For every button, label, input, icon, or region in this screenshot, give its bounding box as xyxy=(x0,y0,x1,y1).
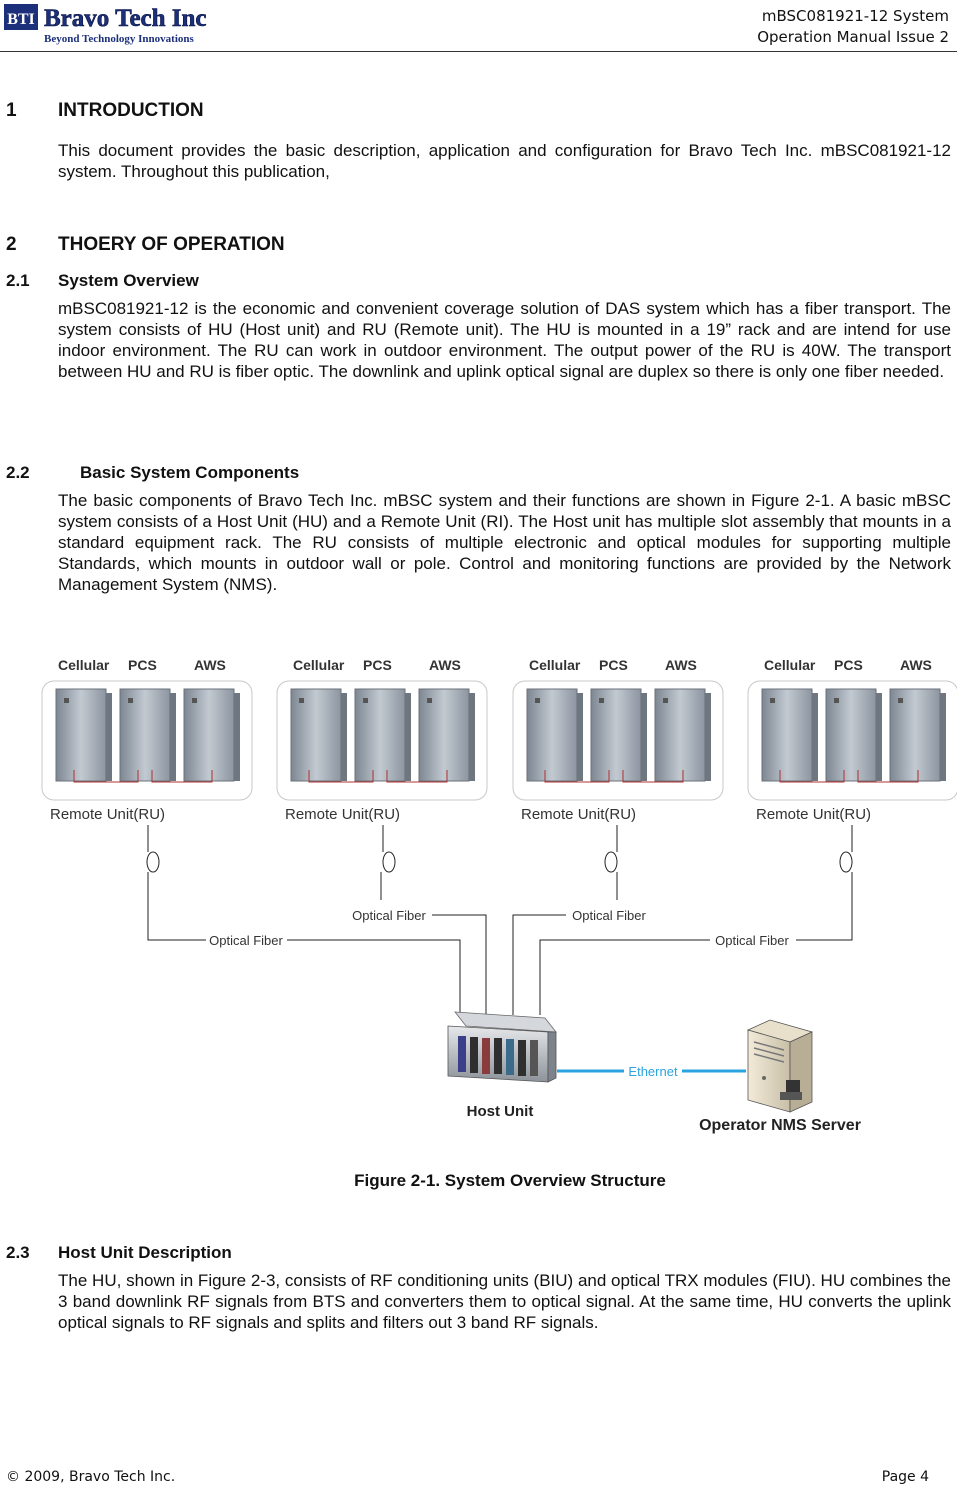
doc-title: mBSC081921-12 System xyxy=(761,7,949,25)
band-label: AWS xyxy=(194,657,226,673)
ru-cabinet-side xyxy=(812,693,818,781)
bravo-tech-logo xyxy=(2,2,242,46)
ru-cabinet-led xyxy=(363,698,368,703)
band-label: Cellular xyxy=(293,657,345,673)
footer-page-number: Page 4 xyxy=(881,1469,929,1485)
remote-unit-label: Remote Unit(RU) xyxy=(50,806,166,823)
section-2-3-body: The HU, shown in Figure 2-3, consists of RF conditioning units (BIU) and optical TRX modules (FIU). HU combines the 3 band downlink RF signals from BTS and converters them to optical signal. At the same time, HU converts the uplink optical signals to RF signals and splits and filters out 3 band RF signals. xyxy=(58,1271,951,1332)
section-2-2-title: Basic System Components xyxy=(80,463,300,482)
remote-unit-group-3 xyxy=(513,657,723,823)
remote-unit-label: Remote Unit(RU) xyxy=(285,806,401,823)
ru-cabinet-led xyxy=(427,698,432,703)
nms-server-label: Operator NMS Server xyxy=(699,1117,861,1134)
ru-cabinet-side xyxy=(106,693,112,781)
system-overview-diagram xyxy=(0,640,957,1150)
ru-cabinet-side xyxy=(170,693,176,781)
band-label: AWS xyxy=(665,657,697,673)
fiber-line-ru4-b xyxy=(540,940,710,1015)
section-2-2-number: 2.2 xyxy=(6,463,30,482)
ru-cabinet-led xyxy=(834,698,839,703)
section-2-2-body: The basic components of Bravo Tech Inc. mBSC system and their functions are shown in Figure 2-1. A basic mBSC system consists of a Host Unit (HU) and a Remote Unit (RI). The Host unit has multiple slot assembly that mounts in a standard equipment rack. The RU consists of multiple electronic and optical modules for supporting multiple Standards, which mounts in outdoor wall or pole. Control and monitoring functions are provided by the Network Management System (NMS). xyxy=(58,491,951,594)
band-label: Cellular xyxy=(529,657,581,673)
nms-server-icon xyxy=(748,1020,812,1112)
fiber-line-ru2-b xyxy=(432,915,486,1015)
fiber-line-ru1-b xyxy=(287,940,460,1015)
band-label: AWS xyxy=(900,657,932,673)
section-1-title: INTRODUCTION xyxy=(58,100,204,121)
fiber-connector-ru4 xyxy=(840,852,852,872)
host-unit-icon xyxy=(448,1012,556,1082)
fiber-label-ru2: Optical Fiber xyxy=(352,908,426,923)
section-2-3-number: 2.3 xyxy=(6,1243,30,1262)
band-label: PCS xyxy=(128,657,157,673)
ru-cabinet-side xyxy=(876,693,882,781)
ru-cabinet-side xyxy=(469,693,475,781)
document-header-title xyxy=(757,6,949,48)
ru-cabinet-icon xyxy=(890,689,940,781)
ru-cabinet-led xyxy=(192,698,197,703)
ru-cabinet-led xyxy=(299,698,304,703)
logo-bti-letters: BTI xyxy=(7,11,35,28)
figure-caption: Figure 2-1. System Overview Structure xyxy=(354,1171,666,1190)
section-1-number: 1 xyxy=(6,100,17,121)
ru-cabinet-icon xyxy=(826,689,876,781)
fiber-connector-ru1 xyxy=(147,852,159,872)
remote-unit-label: Remote Unit(RU) xyxy=(521,806,637,823)
ru-cabinet-side xyxy=(641,693,647,781)
ru-cabinet-icon xyxy=(419,689,469,781)
host-unit-label: Host Unit xyxy=(466,1103,534,1120)
section-2-1-title: System Overview xyxy=(58,271,199,290)
ru-cabinet-icon xyxy=(120,689,170,781)
ru-cabinet-icon xyxy=(527,689,577,781)
ru-cabinet-icon xyxy=(762,689,812,781)
fiber-label-ru1: Optical Fiber xyxy=(209,933,283,948)
header-divider xyxy=(0,51,957,52)
ru-cabinet-side xyxy=(577,693,583,781)
ru-cabinet-led xyxy=(535,698,540,703)
ru-cabinet-led xyxy=(599,698,604,703)
ru-cabinet-led xyxy=(898,698,903,703)
band-label: Cellular xyxy=(764,657,816,673)
fiber-line-ru4-a xyxy=(796,872,852,940)
band-label: AWS xyxy=(429,657,461,673)
section-2-number: 2 xyxy=(6,234,17,255)
remote-unit-group-4 xyxy=(748,657,957,823)
section-1-body: This document provides the basic description, application and configuration for Bravo Tech Inc. mBSC081921-12 system. Throughout this publication, xyxy=(58,141,951,181)
ethernet-label: Ethernet xyxy=(628,1064,678,1079)
ru-cabinet-side xyxy=(405,693,411,781)
fiber-label-ru3: Optical Fiber xyxy=(572,908,646,923)
ru-cabinet-side xyxy=(341,693,347,781)
ru-cabinet-led xyxy=(770,698,775,703)
ru-cabinet-led xyxy=(663,698,668,703)
section-2-3-title: Host Unit Description xyxy=(58,1243,232,1262)
fiber-line-ru1-a xyxy=(148,872,206,940)
ru-cabinet-side xyxy=(234,693,240,781)
band-label: PCS xyxy=(834,657,863,673)
remote-unit-group-2 xyxy=(277,657,487,823)
section-2-title: THOERY OF OPERATION xyxy=(58,234,285,255)
logo-tagline: Beyond Technology Innovations xyxy=(44,33,194,45)
fiber-label-ru4: Optical Fiber xyxy=(715,933,789,948)
band-label: Cellular xyxy=(58,657,110,673)
remote-unit-label: Remote Unit(RU) xyxy=(756,806,872,823)
ru-cabinet-icon xyxy=(56,689,106,781)
band-label: PCS xyxy=(599,657,628,673)
doc-issue: Operation Manual Issue 2 xyxy=(757,28,949,46)
fiber-lines xyxy=(147,825,852,1015)
ru-cabinet-icon xyxy=(591,689,641,781)
ru-cabinet-side xyxy=(940,693,946,781)
ru-cabinet-icon xyxy=(184,689,234,781)
ru-cabinet-icon xyxy=(355,689,405,781)
ru-cabinet-icon xyxy=(655,689,705,781)
ru-cabinet-side xyxy=(705,693,711,781)
section-2-1-number: 2.1 xyxy=(6,271,30,290)
band-label: PCS xyxy=(363,657,392,673)
ru-cabinet-led xyxy=(128,698,133,703)
fiber-connector-ru3 xyxy=(605,852,617,872)
remote-unit-group-1 xyxy=(42,657,252,823)
remote-units-layer xyxy=(42,657,957,823)
fiber-connector-ru2 xyxy=(383,852,395,872)
section-2-1-body: mBSC081921-12 is the economic and convenient coverage solution of DAS system which has a fiber transport. The system consists of HU (Host unit) and RU (Remote unit). The HU is mounted in a 19” rack and are intend for use indoor environment. The RU can work in outdoor environment. The output power of the RU is 40W. The transport between HU and RU is fiber optic. The downlink and uplink optical signal are duplex so there is only one fiber needed. xyxy=(58,299,951,381)
ru-cabinet-led xyxy=(64,698,69,703)
logo-wordmark: Bravo Tech Inc xyxy=(44,5,207,32)
ru-cabinet-icon xyxy=(291,689,341,781)
footer-copyright: © 2009, Bravo Tech Inc. xyxy=(6,1469,176,1485)
